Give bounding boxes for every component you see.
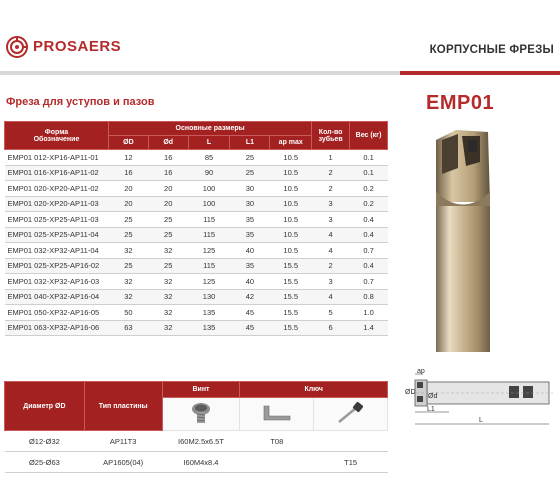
value-cell: 25 — [148, 227, 188, 243]
value-cell: 10.5 — [270, 243, 312, 259]
drawing-label-ap: ap — [417, 368, 425, 375]
table-row — [5, 212, 388, 228]
logo-icon — [6, 36, 28, 58]
value-cell: 4 — [312, 243, 350, 259]
table-row — [5, 274, 388, 290]
value-cell: 85 — [188, 150, 230, 166]
value-cell: 0.7 — [350, 274, 388, 290]
value-cell: 20 — [108, 196, 148, 212]
value-cell: 35 — [230, 212, 270, 228]
brand-logo — [6, 36, 136, 58]
value-cell: 32 — [148, 243, 188, 259]
value-cell: 0.7 — [350, 243, 388, 259]
value-cell: 3 — [312, 196, 350, 212]
value-cell: 5 — [312, 305, 350, 321]
value-cell: 115 — [188, 258, 230, 274]
designation-cell: EMP01 032-XP32-AP16-03 — [5, 274, 109, 290]
parts-cell — [240, 452, 314, 473]
drawing-label-D: ØD — [405, 389, 416, 396]
cutter-image — [428, 122, 498, 354]
table-row — [5, 320, 388, 336]
value-cell: 50 — [108, 305, 148, 321]
designation-cell: EMP01 012-XP16-AP11-01 — [5, 150, 109, 166]
value-cell: 115 — [188, 212, 230, 228]
parts-table — [4, 381, 388, 473]
header-accent-bar — [400, 71, 560, 75]
value-cell: 0.4 — [350, 258, 388, 274]
value-cell: 1 — [312, 150, 350, 166]
value-cell: 25 — [108, 212, 148, 228]
parts-key-header: Ключ — [240, 382, 388, 398]
table-row — [5, 227, 388, 243]
parts-cell: Ø12-Ø32 — [5, 431, 85, 452]
value-cell: 42 — [230, 289, 270, 305]
value-cell: 90 — [188, 165, 230, 181]
designation-cell: EMP01 025-XP25-AP11-04 — [5, 227, 109, 243]
table-row — [5, 196, 388, 212]
designation-cell: EMP01 016-XP16-AP11-02 — [5, 165, 109, 181]
value-cell: 10.5 — [270, 165, 312, 181]
value-cell: 32 — [108, 274, 148, 290]
spec-table — [4, 121, 388, 336]
l-key-image-cell — [240, 398, 314, 431]
value-cell: 0.2 — [350, 196, 388, 212]
value-cell: 63 — [108, 320, 148, 336]
value-cell: 2 — [312, 165, 350, 181]
value-cell: 1.0 — [350, 305, 388, 321]
value-cell: 10.5 — [270, 212, 312, 228]
value-cell: 10.5 — [270, 181, 312, 197]
col-designation-header: Форма Обозначение — [5, 122, 109, 150]
drawing-label-L1: L1 — [427, 406, 435, 413]
value-cell: 10.5 — [270, 227, 312, 243]
technical-drawing — [405, 368, 555, 430]
table-row — [5, 165, 388, 181]
parts-cell: Ø25-Ø63 — [5, 452, 85, 473]
value-cell: 12 — [108, 150, 148, 166]
value-cell: 25 — [230, 165, 270, 181]
value-cell: 0.1 — [350, 150, 388, 166]
designation-cell: EMP01 050-XP32-AP16-05 — [5, 305, 109, 321]
table-row — [5, 431, 388, 452]
model-title: EMP01 — [426, 92, 495, 114]
value-cell: 16 — [148, 165, 188, 181]
parts-cell: AP1605(04) — [84, 452, 162, 473]
value-cell: 35 — [230, 258, 270, 274]
parts-insert-header: Тип пластины — [84, 382, 162, 431]
value-cell: 10.5 — [270, 150, 312, 166]
value-cell: 30 — [230, 196, 270, 212]
value-cell: 4 — [312, 227, 350, 243]
value-cell: 32 — [148, 289, 188, 305]
value-cell: 0.4 — [350, 227, 388, 243]
value-cell: 40 — [230, 243, 270, 259]
value-cell: 45 — [230, 305, 270, 321]
value-cell: 2 — [312, 258, 350, 274]
parts-cell: T08 — [240, 431, 314, 452]
parts-diameter-header: Диаметр ØD — [5, 382, 85, 431]
drawing-label-d: Ød — [428, 393, 438, 400]
brand-name: PROSAERS — [33, 38, 122, 55]
value-cell: 15.5 — [270, 305, 312, 321]
table-row — [5, 452, 388, 473]
page-title: КОРПУСНЫЕ ФРЕЗЫ — [429, 44, 554, 56]
value-cell: 35 — [230, 227, 270, 243]
value-cell: 45 — [230, 320, 270, 336]
value-cell: 4 — [312, 289, 350, 305]
value-cell: 0.2 — [350, 181, 388, 197]
designation-cell: EMP01 040-XP32-AP16-04 — [5, 289, 109, 305]
col-D-header: ØD — [108, 136, 148, 150]
value-cell: 25 — [108, 227, 148, 243]
value-cell: 32 — [148, 320, 188, 336]
value-cell: 100 — [188, 196, 230, 212]
designation-cell: EMP01 020-XP20-AP11-02 — [5, 181, 109, 197]
parts-cell: T15 — [314, 452, 388, 473]
col-ap-header: ap max — [270, 136, 312, 150]
value-cell: 40 — [230, 274, 270, 290]
screw-icon — [188, 400, 214, 426]
value-cell: 0.4 — [350, 212, 388, 228]
table-row — [5, 150, 388, 166]
value-cell: 1.4 — [350, 320, 388, 336]
value-cell: 130 — [188, 289, 230, 305]
col-d-header: Ød — [148, 136, 188, 150]
l-key-icon — [260, 402, 294, 424]
parts-cell — [314, 431, 388, 452]
drawing-label-L: L — [479, 417, 483, 424]
value-cell: 32 — [108, 243, 148, 259]
value-cell: 15.5 — [270, 320, 312, 336]
value-cell: 32 — [148, 274, 188, 290]
value-cell: 25 — [108, 258, 148, 274]
value-cell: 25 — [230, 150, 270, 166]
value-cell: 125 — [188, 243, 230, 259]
value-cell: 135 — [188, 320, 230, 336]
designation-cell: EMP01 020-XP20-AP11-03 — [5, 196, 109, 212]
value-cell: 15.5 — [270, 258, 312, 274]
parts-cell: AP11T3 — [84, 431, 162, 452]
torx-key-icon — [334, 401, 368, 425]
designation-cell: EMP01 063-XP32-AP16-06 — [5, 320, 109, 336]
value-cell: 16 — [148, 150, 188, 166]
value-cell: 125 — [188, 274, 230, 290]
value-cell: 15.5 — [270, 289, 312, 305]
col-weight-header: Вес (кг) — [350, 122, 388, 150]
table-row — [5, 243, 388, 259]
parts-screw-header: Винт — [162, 382, 240, 398]
value-cell: 25 — [148, 212, 188, 228]
value-cell: 115 — [188, 227, 230, 243]
value-cell: 3 — [312, 274, 350, 290]
value-cell: 15.5 — [270, 274, 312, 290]
value-cell: 20 — [108, 181, 148, 197]
col-L1-header: L1 — [230, 136, 270, 150]
designation-cell: EMP01 025-XP25-AP11-03 — [5, 212, 109, 228]
section-title: Фреза для уступов и пазов — [6, 96, 155, 108]
value-cell: 2 — [312, 181, 350, 197]
col-dimensions-header: Основные размеры — [108, 122, 311, 136]
table-row — [5, 289, 388, 305]
table-row — [5, 258, 388, 274]
value-cell: 135 — [188, 305, 230, 321]
designation-cell: EMP01 025-XP25-AP16-02 — [5, 258, 109, 274]
table-row — [5, 181, 388, 197]
value-cell: 0.8 — [350, 289, 388, 305]
value-cell: 3 — [312, 212, 350, 228]
col-teeth-header: Кол-во зубьев — [312, 122, 350, 150]
value-cell: 10.5 — [270, 196, 312, 212]
parts-cell: I60M2.5x6.5T — [162, 431, 240, 452]
value-cell: 32 — [148, 305, 188, 321]
value-cell: 0.1 — [350, 165, 388, 181]
table-row — [5, 305, 388, 321]
value-cell: 32 — [108, 289, 148, 305]
value-cell: 6 — [312, 320, 350, 336]
torx-key-image-cell — [314, 398, 388, 431]
value-cell: 25 — [148, 258, 188, 274]
designation-cell: EMP01 032-XP32-AP11-04 — [5, 243, 109, 259]
value-cell: 100 — [188, 181, 230, 197]
value-cell: 30 — [230, 181, 270, 197]
value-cell: 20 — [148, 181, 188, 197]
parts-cell: I60M4x8.4 — [162, 452, 240, 473]
value-cell: 20 — [148, 196, 188, 212]
col-L-header: L — [188, 136, 230, 150]
screw-image-cell — [162, 398, 240, 431]
header-divider — [0, 71, 400, 75]
value-cell: 16 — [108, 165, 148, 181]
